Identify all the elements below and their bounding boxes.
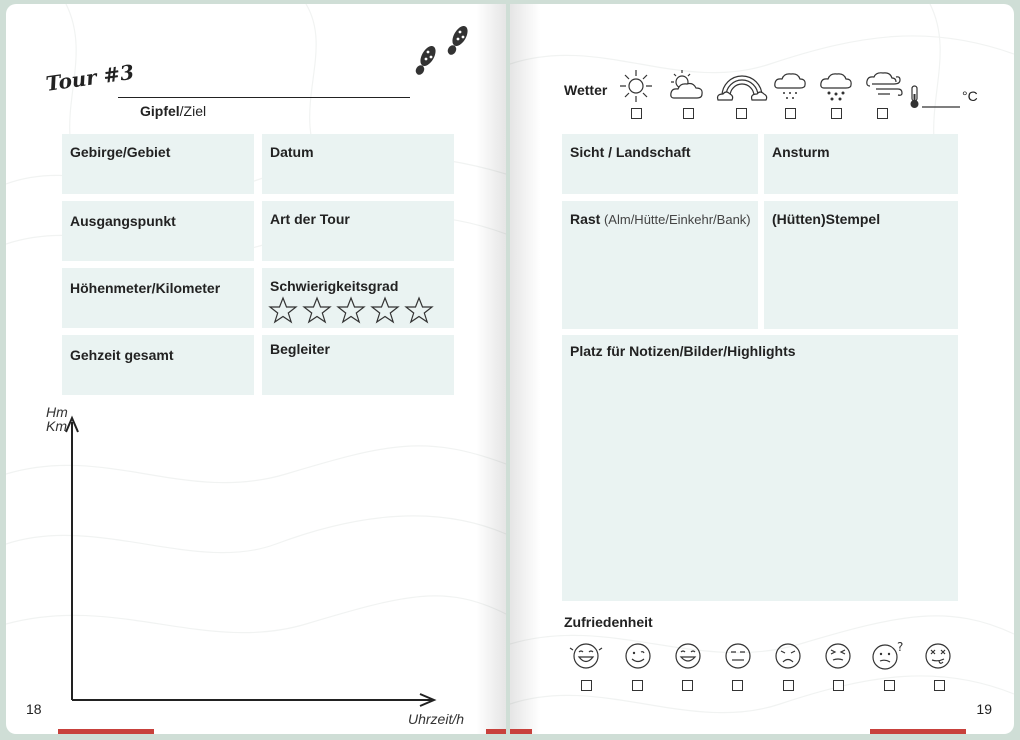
smiling-face-icon	[620, 640, 656, 672]
box-sicht-label: Sicht / Landschaft	[570, 144, 691, 160]
graph-x-label: Uhrzeit/h	[408, 711, 465, 727]
mood-checkbox-8[interactable]	[934, 680, 945, 691]
ribbon-bookmark	[870, 729, 966, 734]
box-sicht[interactable]	[562, 134, 758, 194]
box-hoehenmeter[interactable]	[62, 268, 254, 328]
zufriedenheit-label: Zufriedenheit	[564, 614, 653, 630]
star-icon[interactable]	[370, 296, 400, 324]
graph-y-label-hm: Hm	[46, 404, 68, 420]
laughing-face-icon	[568, 640, 604, 672]
star-icon[interactable]	[404, 296, 434, 324]
mood-checkbox-7[interactable]	[884, 680, 895, 691]
box-ausgangspunkt-label: Ausgangspunkt	[70, 213, 176, 229]
neutral-face-icon	[720, 640, 756, 672]
page-number-right: 19	[976, 701, 992, 717]
box-gebirge-label: Gebirge/Gebiet	[70, 144, 171, 160]
gipfel-label-bold: Gipfel	[140, 103, 180, 119]
difficulty-stars	[268, 296, 434, 324]
right-page	[510, 4, 1014, 734]
star-icon[interactable]	[268, 296, 298, 324]
box-datum-label: Datum	[270, 144, 314, 160]
star-icon[interactable]	[302, 296, 332, 324]
box-rast-label	[570, 211, 751, 227]
wetter-label: Wetter	[564, 82, 608, 98]
ribbon-bookmark	[58, 729, 154, 734]
weather-checkbox-rainbow[interactable]	[736, 108, 747, 119]
temperature-unit: °C	[962, 88, 978, 104]
box-art-der-tour[interactable]	[262, 201, 454, 261]
gipfel-label-rest: /Ziel	[179, 103, 207, 119]
gutter-shadow	[510, 4, 540, 734]
box-hoehenmeter-label: Höhenmeter/Kilometer	[70, 280, 221, 296]
box-gehzeit[interactable]	[62, 335, 254, 395]
sun-cloud-icon	[666, 68, 706, 104]
grinning-face-icon	[670, 640, 706, 672]
tour-title-line	[118, 97, 410, 98]
box-notizen[interactable]	[562, 335, 958, 601]
box-ansturm-label: Ansturm	[772, 144, 830, 160]
box-datum[interactable]	[262, 134, 454, 194]
ribbon-bookmark	[486, 729, 506, 734]
box-schwierigkeitsgrad-label: Schwierigkeitsgrad	[270, 278, 399, 294]
box-rast-label-main: Rast	[570, 211, 601, 227]
confused-face-icon	[868, 640, 908, 672]
mood-checkbox-3[interactable]	[682, 680, 693, 691]
box-rast[interactable]	[562, 201, 758, 329]
thermometer-icon	[908, 84, 964, 110]
mood-checkbox-1[interactable]	[581, 680, 592, 691]
gipfel-label	[140, 103, 206, 119]
graph-y-label-km: Km	[46, 418, 67, 434]
snow-icon	[818, 68, 854, 104]
box-rast-label-sub: (Alm/Hütte/Einkehr/Bank)	[600, 212, 751, 227]
box-stempel[interactable]	[764, 201, 958, 329]
mood-checkbox-5[interactable]	[783, 680, 794, 691]
boot-prints-icon	[408, 22, 478, 82]
mood-checkbox-2[interactable]	[632, 680, 643, 691]
box-ansturm[interactable]	[764, 134, 958, 194]
left-page	[6, 4, 506, 734]
box-begleiter[interactable]	[262, 335, 454, 395]
page-number-left: 18	[26, 701, 42, 717]
weather-checkbox-wind[interactable]	[877, 108, 888, 119]
box-art-der-tour-label: Art der Tour	[270, 211, 350, 227]
gutter-shadow	[476, 4, 506, 734]
box-gehzeit-label: Gehzeit gesamt	[70, 347, 174, 363]
squinting-face-icon	[820, 640, 856, 672]
profile-graph-axes[interactable]	[42, 404, 442, 714]
star-icon[interactable]	[336, 296, 366, 324]
weather-checkbox-snow[interactable]	[831, 108, 842, 119]
mood-checkbox-4[interactable]	[732, 680, 743, 691]
wind-icon	[864, 68, 904, 104]
box-notizen-label: Platz für Notizen/Bilder/Highlights	[570, 343, 796, 359]
weather-checkbox-sun-cloud[interactable]	[683, 108, 694, 119]
box-ausgangspunkt[interactable]	[62, 201, 254, 261]
rainbow-icon	[716, 68, 768, 104]
sun-icon	[618, 68, 654, 104]
box-gebirge[interactable]	[62, 134, 254, 194]
svg-text:?: ?	[897, 640, 904, 654]
drizzle-icon	[772, 68, 808, 104]
box-begleiter-label: Begleiter	[270, 341, 330, 357]
sad-face-icon	[770, 640, 806, 672]
ribbon-bookmark	[510, 729, 532, 734]
box-schwierigkeitsgrad[interactable]	[262, 268, 454, 328]
dizzy-face-icon	[920, 640, 956, 672]
mood-checkbox-6[interactable]	[833, 680, 844, 691]
box-stempel-label: (Hütten)Stempel	[772, 211, 881, 227]
weather-checkbox-drizzle[interactable]	[785, 108, 796, 119]
tour-title: Tour #3	[44, 59, 136, 96]
weather-checkbox-sun[interactable]	[631, 108, 642, 119]
